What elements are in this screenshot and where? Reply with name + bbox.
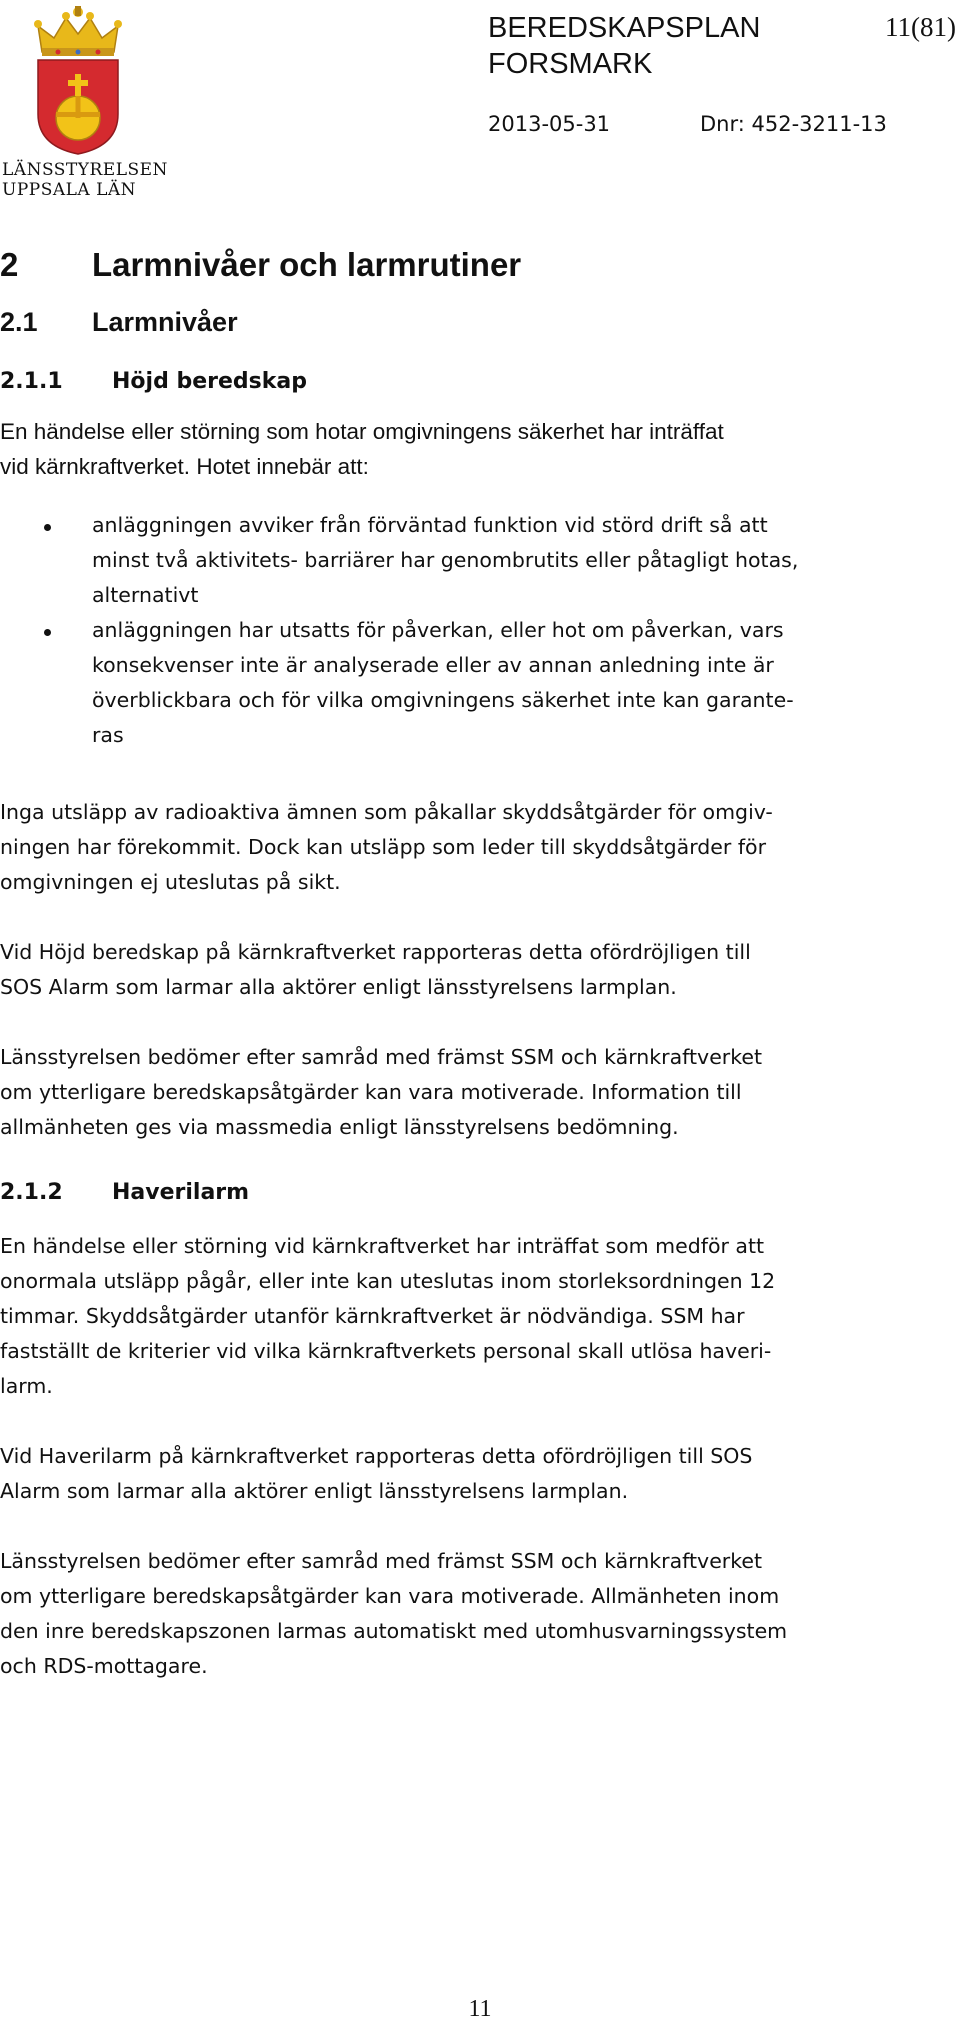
page-body [0,240,955,1684]
text-line: larm. [0,1374,53,1398]
title-line-1: BEREDSKAPSPLAN [488,12,761,44]
county-logo [0,6,168,206]
paragraph-no-releases [0,795,955,900]
bullet-icon [44,629,51,636]
text-line: Vid Höjd beredskap på kärnkraftverket rapporteras detta ofördröjligen till [0,940,751,964]
document-title [488,10,760,82]
text-line: vid kärnkraftverket. Hotet innebär att: [0,454,369,479]
text-line: En händelse eller störning som hotar omgivningens säkerhet har inträffat [0,419,724,444]
document-date: 2013-05-31 [488,112,611,136]
text-line: konsekvenser inte är analyserade eller av annan anledning inte är [92,653,774,677]
heading-text: Haverilarm [112,1180,250,1205]
heading-subsection-raised-readiness [0,358,955,406]
heading-text: Larmnivåer och larmrutiner [92,246,522,283]
text-line: anläggningen avviker från förväntad funktion vid störd drift så att [92,513,768,537]
text-line: Vid Haverilarm på kärnkraftverket rapporteras detta ofördröjligen till SOS [0,1444,753,1468]
heading-section [0,298,955,346]
paragraph-raised-readiness-report [0,935,955,1005]
text-line: allmänheten ges via massmedia enligt länsstyrelsens bedömning. [0,1115,679,1139]
paragraph-raised-readiness-assessment [0,1040,955,1145]
text-line: anläggningen har utsatts för påverkan, eller hot om påverkan, vars [92,618,784,642]
text-line: Länsstyrelsen bedömer efter samråd med främst SSM och kärnkraftverket [0,1549,763,1573]
text-line: omgivningen ej uteslutas på sikt. [0,870,341,894]
page-of-total: 11(81) [885,12,956,42]
heading-subsection-emergency-alarm [0,1169,955,1217]
list-item [0,613,955,753]
heading-text: Larmnivåer [92,307,238,337]
text-line: minst två aktivitets- barriärer har genombrutits eller påtagligt hotas, [92,548,799,572]
logo-line-county: UPPSALA LÄN [2,180,137,200]
text-line: SOS Alarm som larmar alla aktörer enligt länsstyrelsens larmplan. [0,975,677,999]
document-reference-number: Dnr: 452-3211-13 [700,112,887,136]
text-line: Alarm som larmar alla aktörer enligt länsstyrelsens larmplan. [0,1479,629,1503]
text-line: alternativt [92,583,199,607]
heading-chapter [0,240,955,290]
text-line: och RDS-mottagare. [0,1654,208,1678]
paragraph-emergency-alarm-definition [0,1229,955,1404]
text-line: Inga utsläpp av radioaktiva ämnen som påkallar skyddsåtgärder för omgiv- [0,800,773,824]
paragraph-emergency-alarm-assessment [0,1544,955,1684]
text-line: om ytterligare beredskapsåtgärder kan vara motiverade. Information till [0,1080,742,1104]
text-line: timmar. Skyddsåtgärder utanför kärnkraftverket är nödvändiga. SSM har [0,1304,745,1328]
heading-text: Höjd beredskap [112,369,307,394]
paragraph-intro [0,414,955,484]
text-line: Länsstyrelsen bedömer efter samråd med främst SSM och kärnkraftverket [0,1045,763,1069]
title-line-2: FORSMARK [488,48,653,80]
heading-number: 2.1.2 [0,1180,63,1205]
heading-number: 2 [0,246,19,283]
text-line: ras [92,723,124,747]
text-line: En händelse eller störning vid kärnkraftverket har inträffat som medför att [0,1234,765,1258]
footer-page-number: 11 [468,1996,492,2022]
text-line: ningen har förekommit. Dock kan utsläpp som leder till skyddsåtgärder för [0,835,767,859]
coat-of-arms-icon [28,6,128,156]
heading-number: 2.1 [0,307,38,337]
logo-text [2,160,168,200]
text-line: om ytterligare beredskapsåtgärder kan vara motiverade. Allmänheten inom [0,1584,780,1608]
bullet-icon [44,524,51,531]
text-line: onormala utsläpp pågår, eller inte kan uteslutas inom storleksordningen 12 [0,1269,776,1293]
threat-bullet-list [0,508,955,753]
text-line: fastställt de kriterier vid vilka kärnkraftverkets personal skall utlösa haveri- [0,1339,772,1363]
logo-line-county-board: LÄNSSTYRELSEN [2,160,168,180]
text-line: överblickbara och för vilka omgivningens säkerhet inte kan garante- [92,688,794,712]
list-item [0,508,955,613]
text-line: den inre beredskapszonen larmas automatiskt med utomhusvarningssystem [0,1619,788,1643]
heading-number: 2.1.1 [0,369,63,394]
paragraph-emergency-alarm-report [0,1439,955,1509]
